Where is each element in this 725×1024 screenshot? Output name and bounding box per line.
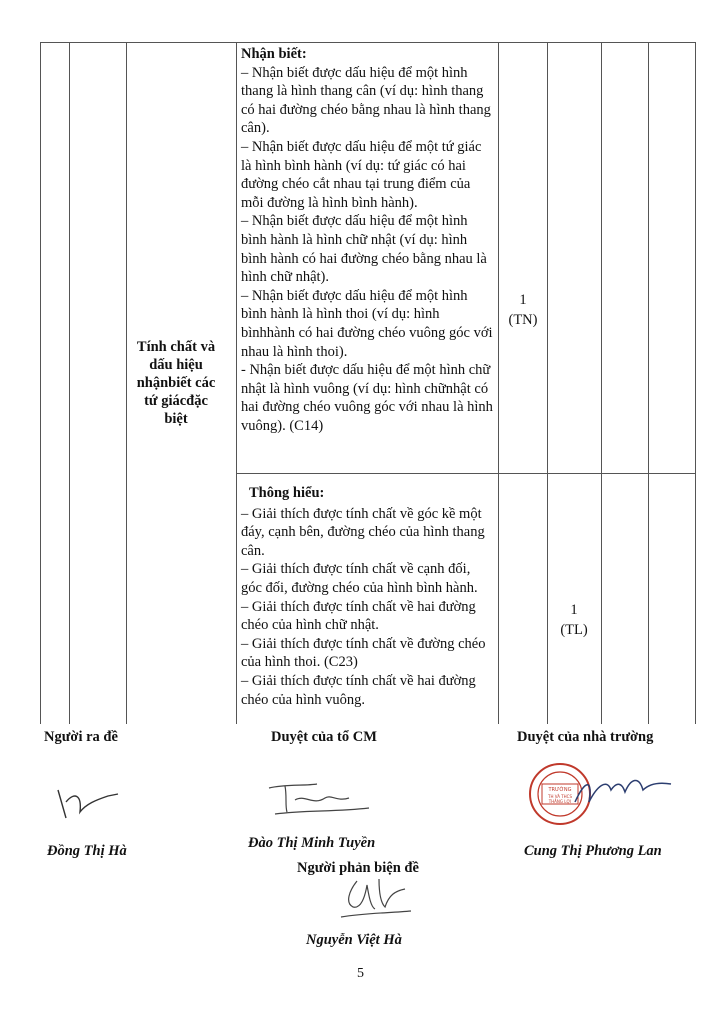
school-title: Duyệt của nhà trường [517, 729, 654, 745]
recognition-count [498, 290, 548, 330]
recognition-heading: Nhận biết: [241, 46, 307, 62]
recognition-item: – Nhận biết được dấu hiệu để một tứ giác là hình bình hành (ví dụ: tứ giác có hai đường chéo cắt nhau tại trung điểm của mỗi đường là hình bình hành). [241, 138, 482, 211]
table-col-border [695, 42, 696, 724]
comprehension-count-value: 1 [570, 602, 578, 618]
comprehension-cell [241, 484, 493, 709]
recognition-count-value: 1 [519, 292, 527, 308]
recognition-item: – Nhận biết được dấu hiệu để một hình thang là hình thang cân (ví dụ: hình thang có hai đường chéo bằng nhau là hình thang cân). [241, 64, 491, 137]
recognition-cell [241, 45, 493, 435]
recognition-item: - Nhận biết được dấu hiệu để một hình chữ nhật là hình vuông (ví dụ: hình chữnhật có hai đường chéo vuông góc với nhau là hình vuông). (C14) [241, 362, 493, 434]
table-col-border [40, 42, 41, 724]
reviewer-name: Nguyễn Việt Hà [306, 932, 402, 948]
svg-text:THẮNG LỢI: THẮNG LỢI [548, 799, 572, 804]
comprehension-item: – Giải thích được tính chất về hai đường chéo của hình chữ nhật. [241, 598, 476, 634]
school-stamp [527, 760, 677, 830]
author-signature [52, 782, 124, 826]
dept-signature [265, 778, 375, 818]
author-name: Đồng Thị Hà [47, 843, 127, 859]
comprehension-count [549, 600, 599, 640]
criteria-line: biệt [164, 411, 188, 427]
page-number: 5 [357, 966, 364, 981]
svg-text:TH VÀ THCS: TH VÀ THCS [548, 794, 572, 799]
table-col-border [648, 42, 649, 724]
criteria-line: tứ giácđặc [144, 393, 208, 409]
table-col-border [601, 42, 602, 724]
table-top-border [40, 42, 695, 43]
comprehension-heading: Thông hiểu: [249, 485, 325, 501]
comprehension-item: – Giải thích được tính chất về hai đường chéo của hình vuông. [241, 672, 476, 708]
svg-text:TRƯỜNG: TRƯỜNG [548, 787, 572, 793]
criteria-label [128, 338, 224, 428]
recognition-count-type: (TN) [508, 312, 538, 328]
comprehension-item: – Giải thích được tính chất về đường chéo của hình thoi. (C23) [241, 635, 486, 671]
table-col-border [547, 42, 548, 724]
comprehension-item: – Giải thích được tính chất về góc kề một đáy, cạnh bên, đường chéo của hình thang cân. [241, 505, 485, 559]
criteria-line: dấu hiệu [149, 357, 203, 373]
dept-title: Duyệt của tổ CM [271, 729, 377, 745]
comprehension-item: – Giải thích được tính chất về cạnh đối, góc đối, đường chéo của hình bình hành. [241, 561, 478, 596]
criteria-line: nhậnbiết các [136, 375, 216, 391]
reviewer-title: Người phản biện đề [297, 860, 419, 876]
criteria-line: Tính chất và [136, 339, 216, 355]
table-col-border [498, 42, 499, 724]
author-title: Người ra đề [44, 729, 118, 745]
recognition-item: – Nhận biết được dấu hiệu để một hình bình hành là hình thoi (ví dụ: hình bìnhhành có hai đường chéo vuông góc với nhau là hình thoi). [241, 287, 493, 360]
school-name: Cung Thị Phương Lan [524, 843, 662, 859]
table-row-divider [236, 473, 695, 474]
table-col-border [69, 42, 70, 724]
table-col-border [126, 42, 127, 724]
recognition-item: – Nhận biết được dấu hiệu để một hình bình hành là hình chữ nhật (ví dụ: hình bình hành có hai đường chéo bằng nhau là hình chữ nhật). [241, 213, 487, 286]
comprehension-count-type: (TL) [560, 622, 588, 638]
dept-name: Đào Thị Minh Tuyền [248, 835, 376, 851]
table-col-border [236, 42, 237, 724]
reviewer-signature [335, 873, 415, 923]
